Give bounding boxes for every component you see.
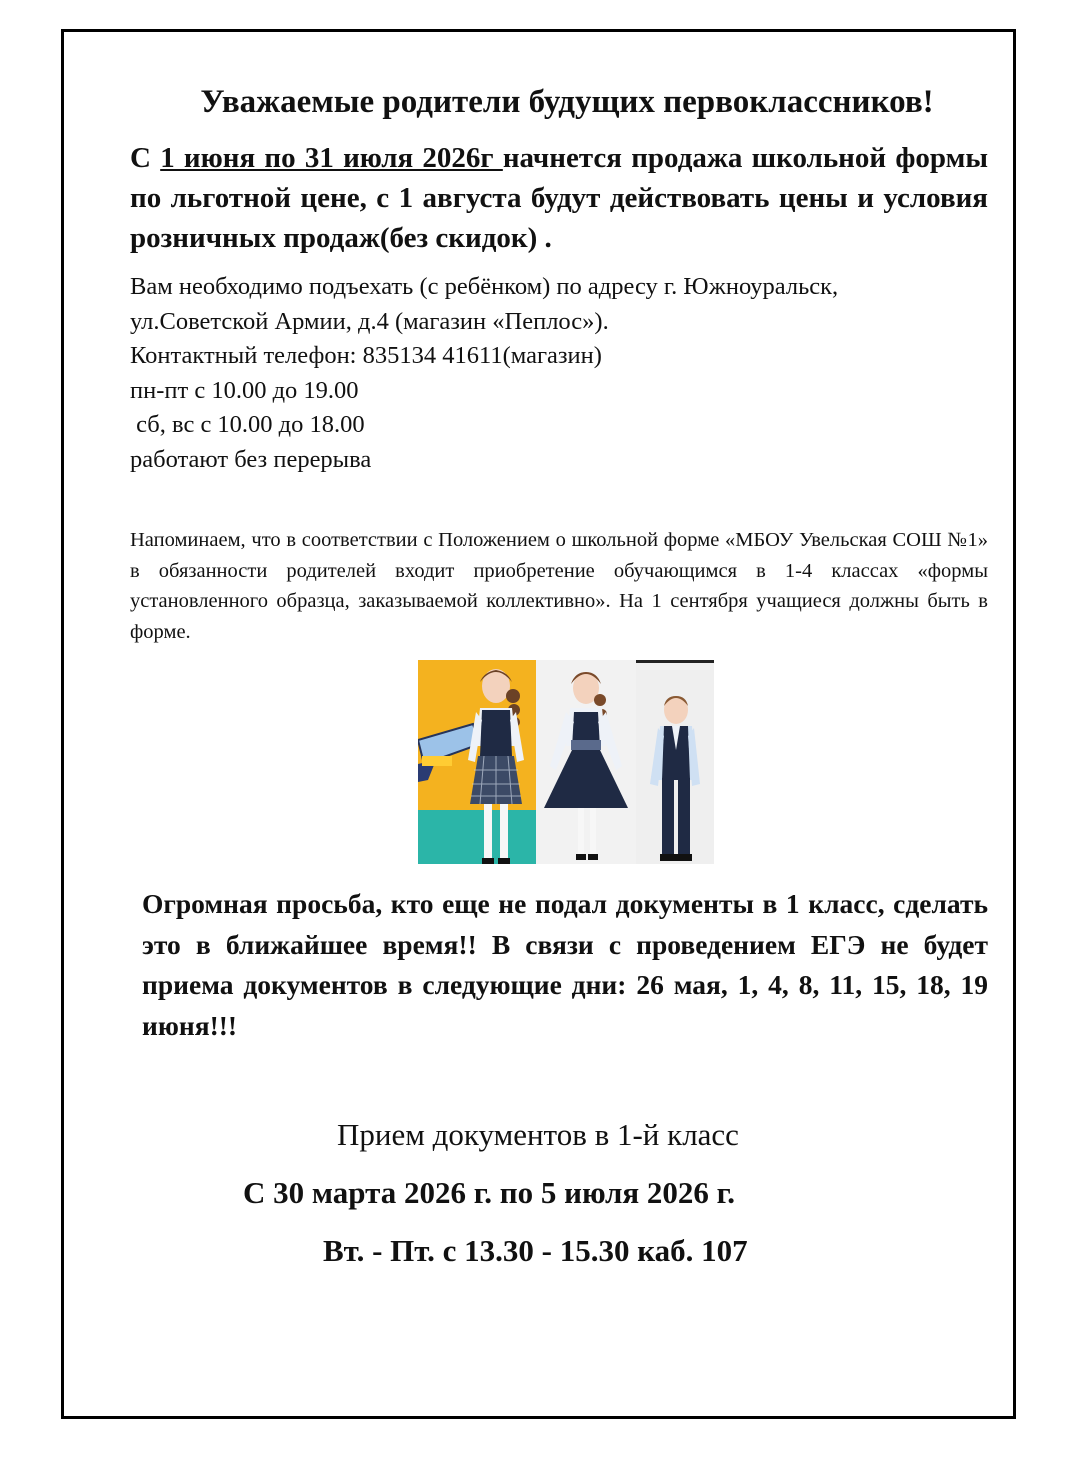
documents-request: Огромная просьба, кто еще не подал документы в 1 класс, сделать это в ближайшее время!! В связи с проведением ЕГЭ не будет приема документов в следующие дни: 26 мая, 1, 4, 8, 11, 15, 18, 19 июня!!! xyxy=(142,888,988,1041)
page-title: Уважаемые родители будущих первоклассников! xyxy=(200,84,934,120)
admission-hours: Вт. - Пт. с 13.30 - 15.30 каб. 107 xyxy=(323,1233,748,1268)
girl-vest-plaid-skirt-photo xyxy=(418,660,536,864)
intro-prefix: С xyxy=(130,142,161,174)
shop-street-line: ул.Советской Армии, д.4 (магазин «Пеплос»). xyxy=(130,307,609,335)
girl-pinafore-dress-photo xyxy=(536,660,636,864)
sale-announcement xyxy=(130,138,988,258)
shop-info xyxy=(130,270,1000,478)
shop-phone-line: Контактный телефон: 835134 41611(магазин) xyxy=(130,342,602,370)
weekend-hours-line: сб, вс с 10.00 до 18.00 xyxy=(130,411,365,439)
weekday-hours-line: пн-пт с 10.00 до 19.00 xyxy=(130,376,359,404)
boy-suit-photo xyxy=(636,660,714,864)
admission-dates: С 30 марта 2026 г. по 5 июля 2026 г. xyxy=(243,1175,735,1210)
admission-label: Прием документов в 1-й класс xyxy=(337,1117,739,1152)
sale-dates: 1 июня по 31 июля 2026г xyxy=(160,142,503,174)
no-break-line: работают без перерыва xyxy=(130,445,372,473)
uniform-reminder: Напоминаем, что в соответствии с Положением о школьной форме «МБОУ Увельская СОШ №1» в обязанности родителей входит приобретение обучающимся в 1-4 классах «формы установленного образца, заказываемой коллективно». На 1 сентября учащиеся должны быть в форме. xyxy=(130,529,988,644)
shop-address-line: Вам необходимо подъехать (с ребёнком) по адресу г. Южноуральск, xyxy=(130,273,839,300)
uniform-photos xyxy=(418,660,714,864)
intro-rest: начнется продажа школьной формы по льготной цене, с 1 августа будут действовать цены и условия розничных продаж(без скидок) . xyxy=(130,142,988,254)
